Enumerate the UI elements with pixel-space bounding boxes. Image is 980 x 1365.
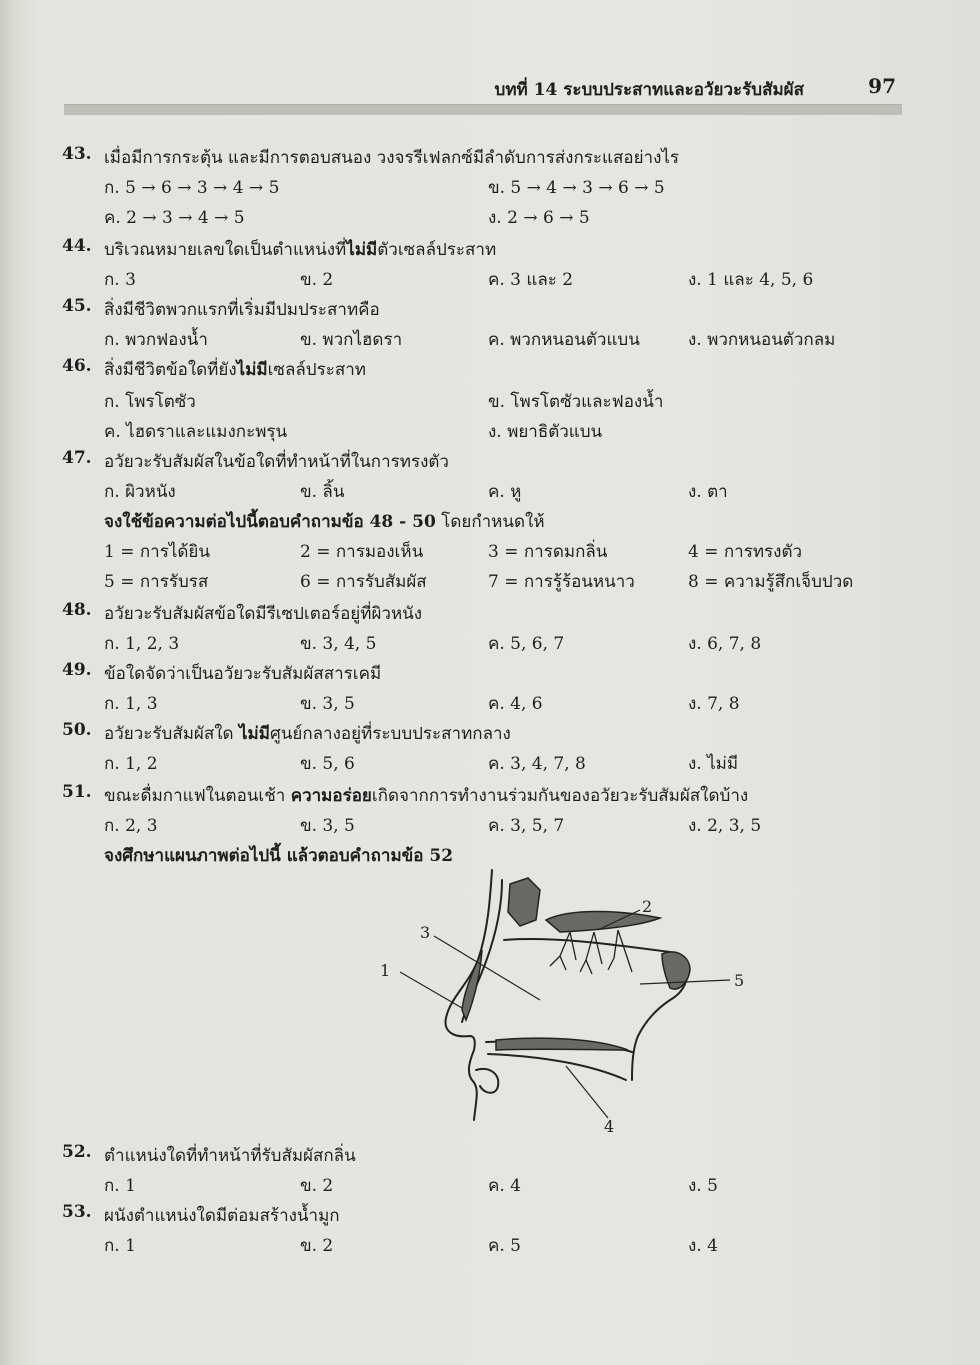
question-46 [0,356,980,386]
nasal-cavity-svg [370,860,770,1140]
question-text: ข้อใดจัดว่าเป็นอวัยวะรับสัมผัสสารเคมี [104,664,382,684]
options-row [0,266,980,296]
page-header [64,72,902,102]
option-a: ก. 1, 2, 3 [104,634,180,654]
olfactory-nerve-fibers [550,932,576,970]
option-c: ค. 5, 6, 7 [488,634,565,654]
instruction-bold: จงใช้ข้อความต่อไปนี้ตอบคำถามข้อ 48 - 50 [104,512,436,532]
option-a: ก. 1, 2 [104,754,158,774]
options-row [0,204,980,234]
question-number: 44. [62,236,92,256]
option-b: ข. 3, 4, 5 [300,634,377,654]
question-52 [0,1142,980,1172]
question-44 [0,236,980,266]
key-item: 8 = ความรู้สึกเจ็บปวด [688,572,854,592]
frontal-sinus-shape [508,878,540,926]
key-item: 3 = การดมกลิ่น [488,542,608,562]
mouth-outline [476,1069,498,1093]
option-d: ง. 6, 7, 8 [688,634,762,654]
options-row [0,418,980,448]
chapter-title: บทที่ 14 ระบบประสาทและอวัยวะรับสัมผัส [494,80,804,100]
question-number: 50. [62,720,92,740]
option-b: ข. 2 [300,270,334,290]
header-rule [64,104,902,115]
option-a: ก. 1, 3 [104,694,158,714]
option-a: ก. พวกฟองน้ำ [104,330,208,350]
key-item: 2 = การมองเห็น [300,542,424,562]
diagram-label-3: 3 [420,923,431,942]
option-c: ค. 3, 4, 7, 8 [488,754,586,774]
page-number: 97 [868,74,896,98]
option-b: ข. 5, 6 [300,754,355,774]
question-number: 49. [62,660,92,680]
option-c: ค. หู [488,482,522,502]
option-d: ง. 2, 3, 5 [688,816,762,836]
question-50 [0,720,980,750]
option-b: ข. 5 → 4 → 3 → 6 → 5 [488,178,665,198]
option-d: ง. พวกหนอนตัวกลม [688,330,836,350]
question-text-pre: บริเวณหมายเลขใดเป็นตำแหน่งที่ [104,240,347,260]
question-number: 53. [62,1202,92,1222]
option-c: ค. 4, 6 [488,694,543,714]
question-number: 45. [62,296,92,316]
key-item: 4 = การทรงตัว [688,542,803,562]
option-c: ค. 5 [488,1236,521,1256]
option-b: ข. 3, 5 [300,816,355,836]
question-text: ผนังตำแหน่งใดมีต่อมสร้างน้ำมูก [104,1206,340,1226]
option-d: ง. 7, 8 [688,694,740,714]
question-text [104,356,366,383]
option-b: ข. พวกไฮดรา [300,330,403,350]
key-item: 5 = การรับรส [104,572,209,592]
option-c: ค. 3, 5, 7 [488,816,565,836]
diagram-label-4: 4 [604,1117,615,1136]
question-53 [0,1202,980,1232]
option-b: ข. ลิ้น [300,482,345,502]
question-text: อวัยวะรับสัมผัสข้อใดมีรีเซปเตอร์อยู่ที่ผิวหนัง [104,604,423,624]
nasal-cavity-diagram [370,860,770,1140]
question-number: 51. [62,782,92,802]
question-text-post: เซลล์ประสาท [267,360,366,380]
leader-line-4 [566,1066,608,1118]
question-text: เมื่อมีการกระตุ้น และมีการตอบสนอง วงจรรีเฟลกซ์มีลำดับการส่งกระแสอย่างไร [104,148,680,168]
leader-line-3 [434,936,540,1000]
instruction-48-50 [0,508,980,538]
cavity-roof [504,939,670,952]
olfactory-nerve-fibers [580,932,602,974]
question-48 [0,600,980,630]
question-text: ตำแหน่งใดที่ทำหน้าที่รับสัมผัสกลิ่น [104,1146,356,1166]
options-row [0,812,980,842]
options-row [0,478,980,508]
question-text: สิ่งมีชีวิตพวกแรกที่เริ่มมีปมประสาทคือ [104,300,380,320]
options-row [0,750,980,780]
option-a: ก. โพรโตซัว [104,392,196,412]
diagram-label-1: 1 [380,961,391,980]
question-text-emphasis: ไม่มี [236,360,268,380]
question-text-post: ตัวเซลล์ประสาท [377,240,497,260]
diagram-label-2: 2 [642,897,653,916]
option-d: ง. ตา [688,482,728,502]
key-item: 6 = การรับสัมผัส [300,572,427,592]
question-43 [0,144,980,174]
key-item: 1 = การได้ยิน [104,542,211,562]
question-49 [0,660,980,690]
diagram-label-5: 5 [734,971,745,990]
question-text-pre: ขณะดื่มกาแฟในตอนเช้า [104,786,291,806]
option-d: ง. ไม่มี [688,754,739,774]
hard-palate-shape [496,1038,628,1050]
question-number: 48. [62,600,92,620]
question-text-post: เกิดจากการทำงานร่วมกันของอวัยวะรับสัมผัสใดบ้าง [371,786,749,806]
options-row [0,1172,980,1202]
question-text-pre: สิ่งมีชีวิตข้อใดที่ยัง [104,360,237,380]
question-number: 43. [62,144,92,164]
key-item: 7 = การรู้ร้อนหนาว [488,572,635,592]
option-d: ง. 5 [688,1176,718,1196]
option-a: ก. ผิวหนัง [104,482,176,502]
option-c: ค. 2 → 3 → 4 → 5 [104,208,245,228]
option-c: ค. พวกหนอนตัวแบน [488,330,640,350]
option-d: ง. 4 [688,1236,718,1256]
key-row [0,568,980,598]
option-b: ข. 2 [300,1236,334,1256]
option-c: ค. 4 [488,1176,521,1196]
question-text-post: ศูนย์กลางอยู่ที่ระบบประสาทกลาง [269,724,511,744]
question-51 [0,782,980,812]
question-number: 52. [62,1142,92,1162]
question-47 [0,448,980,478]
option-b: ข. โพรโตซัวและฟองน้ำ [488,392,664,412]
option-d: ง. 1 และ 4, 5, 6 [688,270,814,290]
option-a: ก. 2, 3 [104,816,158,836]
leader-line-1 [400,972,462,1008]
options-row [0,326,980,356]
instruction-rest: โดยกำหนดให้ [435,512,545,532]
options-row [0,630,980,660]
option-d: ง. 2 → 6 → 5 [488,208,590,228]
question-number: 47. [62,448,92,468]
question-text [104,720,511,747]
option-d: ง. พยาธิตัวแบน [488,422,603,442]
instruction-text [104,508,545,535]
option-c: ค. 3 และ 2 [488,270,574,290]
question-text-emphasis: ไม่มี [346,240,378,260]
instruction-text: จงศึกษาแผนภาพต่อไปนี้ แล้วตอบคำถามข้อ 52 [104,846,454,866]
question-text [104,236,496,263]
olfactory-nerve-fibers [608,930,632,972]
key-row [0,538,980,568]
option-a: ก. 3 [104,270,136,290]
options-row [0,1232,980,1262]
question-text-pre: อวัยวะรับสัมผัสใด [104,724,239,744]
options-row [0,174,980,204]
question-text [104,782,748,809]
options-row [0,388,980,418]
option-a: ก. 1 [104,1176,136,1196]
options-row [0,690,980,720]
question-45 [0,296,980,326]
option-c: ค. ไฮดราและแมงกะพรุน [104,422,288,442]
option-a: ก. 5 → 6 → 3 → 4 → 5 [104,178,280,198]
palate-lower [488,1054,626,1080]
question-text: อวัยวะรับสัมผัสในข้อใดที่ทำหน้าที่ในการทรงตัว [104,452,449,472]
question-number: 46. [62,356,92,376]
option-a: ก. 1 [104,1236,136,1256]
question-text-emphasis: ไม่มี [238,724,270,744]
option-b: ข. 2 [300,1176,334,1196]
option-b: ข. 3, 5 [300,694,355,714]
question-text-emphasis: ความอร่อย [290,786,372,806]
